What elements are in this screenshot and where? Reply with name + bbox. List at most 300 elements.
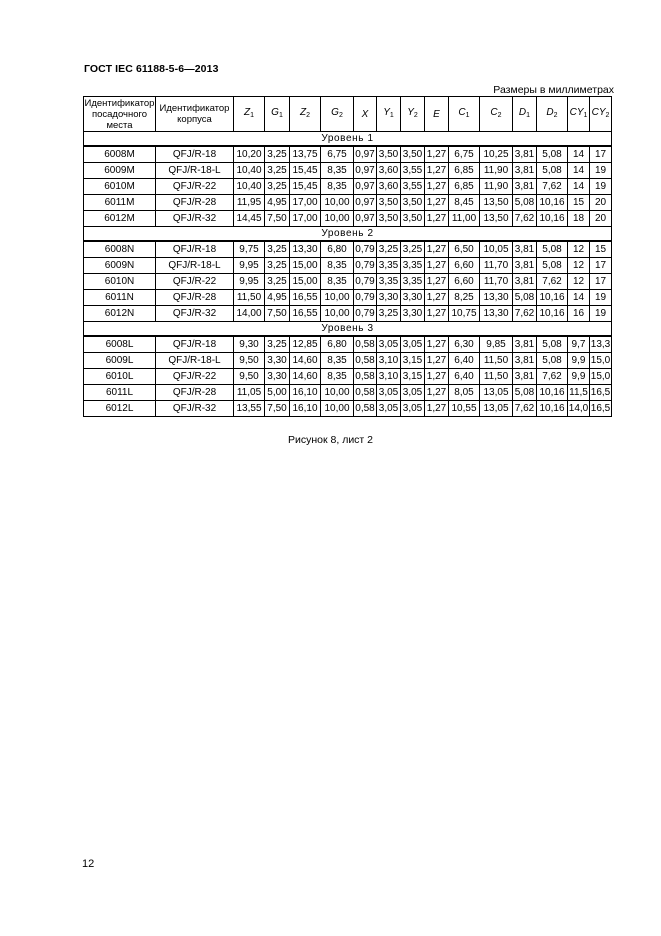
table-cell: 6,60 xyxy=(449,258,480,274)
table-cell: 8,35 xyxy=(321,353,354,369)
table-cell: 1,27 xyxy=(425,211,449,227)
table-cell: QFJ/R-18 xyxy=(156,146,234,163)
table-cell: 10,00 xyxy=(321,385,354,401)
table-cell: 20 xyxy=(590,195,612,211)
table-body xyxy=(84,132,612,417)
table-cell: 5,08 xyxy=(537,146,568,163)
table-cell: 5,08 xyxy=(513,385,537,401)
table-cell: 3,81 xyxy=(513,274,537,290)
table-cell: 17 xyxy=(590,146,612,163)
table-cell: 8,35 xyxy=(321,258,354,274)
table-cell: 1,27 xyxy=(425,290,449,306)
column-header xyxy=(449,97,480,132)
table-cell: 3,05 xyxy=(401,401,425,417)
table-cell: 10,40 xyxy=(234,163,265,179)
column-header-subscript: 2 xyxy=(306,112,310,119)
table-cell: 3,25 xyxy=(265,163,290,179)
table-cell: 5,08 xyxy=(513,290,537,306)
table-row xyxy=(84,306,612,322)
table-cell: 0,58 xyxy=(354,336,377,353)
table-cell: QFJ/R-32 xyxy=(156,306,234,322)
table-cell: 3,25 xyxy=(401,241,425,258)
table-cell: 6,30 xyxy=(449,336,480,353)
table-row xyxy=(84,336,612,353)
table-cell: QFJ/R-18 xyxy=(156,336,234,353)
table-cell: 3,15 xyxy=(401,353,425,369)
table-cell: 6012N xyxy=(84,306,156,322)
units-caption: Размеры в миллиметрах xyxy=(493,84,614,96)
table-cell: QFJ/R-28 xyxy=(156,195,234,211)
table-cell: 10,16 xyxy=(537,306,568,322)
table-cell: 0,58 xyxy=(354,353,377,369)
table-cell: 1,27 xyxy=(425,258,449,274)
table-cell: 10,16 xyxy=(537,195,568,211)
table-cell: 0,58 xyxy=(354,385,377,401)
table-cell: 6,75 xyxy=(449,146,480,163)
table-row xyxy=(84,258,612,274)
table-cell: 13,30 xyxy=(290,241,321,258)
table-cell: 3,25 xyxy=(377,241,401,258)
table-cell: 17,00 xyxy=(290,195,321,211)
column-header-symbol: Z xyxy=(243,107,251,118)
table-cell: 14,00 xyxy=(234,306,265,322)
table-cell: QFJ/R-18-L xyxy=(156,258,234,274)
table-cell: 11,95 xyxy=(234,195,265,211)
table-cell: 3,81 xyxy=(513,163,537,179)
table-cell: 11,05 xyxy=(234,385,265,401)
table-cell: 11,50 xyxy=(234,290,265,306)
table-cell: 15,0 xyxy=(590,369,612,385)
level-row xyxy=(84,132,612,147)
table-cell: 3,81 xyxy=(513,258,537,274)
table-cell: 16,10 xyxy=(290,385,321,401)
table-cell: 0,79 xyxy=(354,241,377,258)
level-row xyxy=(84,227,612,242)
column-header xyxy=(321,97,354,132)
level-label: Уровень 3 xyxy=(84,322,612,337)
table-cell: 6,75 xyxy=(321,146,354,163)
table-cell: 15,00 xyxy=(290,274,321,290)
column-header xyxy=(513,97,537,132)
table-cell: 14,60 xyxy=(290,369,321,385)
table-cell: 10,25 xyxy=(480,146,513,163)
table-row xyxy=(84,195,612,211)
table-cell: 11,50 xyxy=(480,353,513,369)
table-cell: 11,00 xyxy=(449,211,480,227)
table-row xyxy=(84,401,612,417)
table-cell: 7,62 xyxy=(537,369,568,385)
column-header-symbol: G xyxy=(331,107,339,118)
column-header-subscript: 1 xyxy=(526,112,531,119)
table-cell: 13,30 xyxy=(480,290,513,306)
table-cell: 10,00 xyxy=(321,211,354,227)
table-cell: 9,7 xyxy=(568,336,590,353)
table-cell: 14 xyxy=(568,179,590,195)
column-header-subscript: 1 xyxy=(250,112,254,119)
table-cell: 13,50 xyxy=(480,211,513,227)
table-cell: 15 xyxy=(568,195,590,211)
table-cell: 1,27 xyxy=(425,306,449,322)
table-cell: 14 xyxy=(568,163,590,179)
table-cell: QFJ/R-32 xyxy=(156,211,234,227)
table-cell: 3,30 xyxy=(377,290,401,306)
table-cell: 3,81 xyxy=(513,146,537,163)
table-cell: 10,00 xyxy=(321,306,354,322)
table-cell: 16,5 xyxy=(590,401,612,417)
table-cell: 9,50 xyxy=(234,369,265,385)
table-cell: 7,50 xyxy=(265,306,290,322)
column-header-symbol: Z xyxy=(299,107,307,118)
table-cell: 10,00 xyxy=(321,401,354,417)
table-cell: QFJ/R-28 xyxy=(156,385,234,401)
table-cell: 11,90 xyxy=(480,179,513,195)
column-header-subscript: 2 xyxy=(497,112,502,119)
table-cell: 1,27 xyxy=(425,179,449,195)
table-cell: 9,50 xyxy=(234,353,265,369)
column-header-symbol: CY xyxy=(569,107,584,118)
table-cell: 0,97 xyxy=(354,211,377,227)
column-header-subscript: 2 xyxy=(605,112,610,119)
table-cell: 10,00 xyxy=(321,290,354,306)
table-cell: 3,10 xyxy=(377,353,401,369)
page-number: 12 xyxy=(82,858,95,870)
table-cell: 7,62 xyxy=(537,179,568,195)
table-cell: QFJ/R-28 xyxy=(156,290,234,306)
table-cell: 3,50 xyxy=(401,195,425,211)
table-cell: 6,40 xyxy=(449,369,480,385)
table-cell: 6011N xyxy=(84,290,156,306)
table-cell: 13,75 xyxy=(290,146,321,163)
table-cell: 7,62 xyxy=(513,306,537,322)
table-cell: 3,25 xyxy=(265,336,290,353)
column-header-subscript: 2 xyxy=(553,112,558,119)
table-cell: 13,05 xyxy=(480,385,513,401)
table-cell: 3,25 xyxy=(377,306,401,322)
table-cell: 5,08 xyxy=(537,163,568,179)
table-cell: 10,16 xyxy=(537,385,568,401)
table-cell: 12 xyxy=(568,258,590,274)
table-cell: 13,3 xyxy=(590,336,612,353)
table-cell: 6,80 xyxy=(321,241,354,258)
column-header-subscript: 1 xyxy=(583,112,588,119)
table-cell: 16 xyxy=(568,306,590,322)
column-header-subscript: 2 xyxy=(338,112,343,119)
table-cell: 15,45 xyxy=(290,179,321,195)
table-cell: 1,27 xyxy=(425,369,449,385)
table-cell: 3,05 xyxy=(377,401,401,417)
column-header xyxy=(425,97,449,132)
table-cell: 19 xyxy=(590,306,612,322)
table-cell: 3,81 xyxy=(513,353,537,369)
table-cell: 11,70 xyxy=(480,258,513,274)
column-header xyxy=(377,97,401,132)
table-cell: 6008M xyxy=(84,146,156,163)
table-cell: QFJ/R-32 xyxy=(156,401,234,417)
column-header xyxy=(156,97,234,132)
column-header-subscript: 2 xyxy=(413,112,418,119)
column-header xyxy=(290,97,321,132)
table-cell: 16,55 xyxy=(290,306,321,322)
table-cell: 3,25 xyxy=(265,241,290,258)
table-cell: 0,58 xyxy=(354,401,377,417)
table-cell: 5,08 xyxy=(537,241,568,258)
column-header-symbol: CY xyxy=(591,107,606,118)
table-cell: 6,50 xyxy=(449,241,480,258)
level-label: Уровень 1 xyxy=(84,132,612,147)
table-row xyxy=(84,385,612,401)
table-cell: 10,05 xyxy=(480,241,513,258)
table-cell: 17,00 xyxy=(290,211,321,227)
table-cell: 3,55 xyxy=(401,179,425,195)
table-cell: 14,45 xyxy=(234,211,265,227)
table-cell: 9,95 xyxy=(234,274,265,290)
table-cell: QFJ/R-18 xyxy=(156,241,234,258)
table-cell: 3,05 xyxy=(377,385,401,401)
table-cell: 5,08 xyxy=(537,336,568,353)
table-cell: 0,79 xyxy=(354,306,377,322)
table-cell: 8,35 xyxy=(321,179,354,195)
table-cell: 14 xyxy=(568,290,590,306)
table-cell: 13,05 xyxy=(480,401,513,417)
table-cell: 5,00 xyxy=(265,385,290,401)
column-header-symbol: Идентификатор корпуса xyxy=(159,103,230,125)
table-cell: 19 xyxy=(590,179,612,195)
table-cell: 3,25 xyxy=(265,146,290,163)
table-header-row xyxy=(84,97,612,132)
table-cell: 6012L xyxy=(84,401,156,417)
table-cell: 3,30 xyxy=(401,290,425,306)
table-cell: 3,81 xyxy=(513,241,537,258)
column-header xyxy=(590,97,612,132)
column-header-symbol: C xyxy=(458,107,466,118)
column-header-subscript: 1 xyxy=(465,112,470,119)
table-cell: 3,35 xyxy=(401,274,425,290)
table-cell: 10,40 xyxy=(234,179,265,195)
table-cell: 9,9 xyxy=(568,369,590,385)
table-cell: 6010N xyxy=(84,274,156,290)
table-cell: 18 xyxy=(568,211,590,227)
table-cell: 3,10 xyxy=(377,369,401,385)
table-cell: 1,27 xyxy=(425,195,449,211)
table-cell: 11,5 xyxy=(568,385,590,401)
table-cell: 19 xyxy=(590,290,612,306)
table-cell: 11,70 xyxy=(480,274,513,290)
table-cell: 0,79 xyxy=(354,274,377,290)
table-cell: 0,97 xyxy=(354,163,377,179)
table-cell: 3,60 xyxy=(377,179,401,195)
table-cell: 4,95 xyxy=(265,195,290,211)
table-cell: 11,90 xyxy=(480,163,513,179)
table-row xyxy=(84,146,612,163)
table-cell: 6010L xyxy=(84,369,156,385)
table-cell: 3,35 xyxy=(401,258,425,274)
table-cell: 5,08 xyxy=(537,258,568,274)
table-row xyxy=(84,179,612,195)
table-cell: 3,60 xyxy=(377,163,401,179)
table-cell: 0,97 xyxy=(354,195,377,211)
column-header xyxy=(401,97,425,132)
column-header-subscript: 1 xyxy=(389,112,394,119)
table-cell: 3,81 xyxy=(513,179,537,195)
table-cell: 4,95 xyxy=(265,290,290,306)
table-row xyxy=(84,163,612,179)
table-cell: 16,5 xyxy=(590,385,612,401)
table-row xyxy=(84,353,612,369)
table-cell: 15 xyxy=(590,241,612,258)
table-cell: 3,25 xyxy=(265,179,290,195)
table-cell: 6011L xyxy=(84,385,156,401)
table-cell: 3,30 xyxy=(265,369,290,385)
table-cell: 1,27 xyxy=(425,401,449,417)
column-header-symbol: X xyxy=(361,108,369,120)
table-cell: 12 xyxy=(568,241,590,258)
table-cell: 6,85 xyxy=(449,163,480,179)
table-cell: 9,85 xyxy=(480,336,513,353)
table-cell: 19 xyxy=(590,163,612,179)
table-cell: 15,0 xyxy=(590,353,612,369)
table-cell: 1,27 xyxy=(425,274,449,290)
table-cell: 7,62 xyxy=(537,274,568,290)
table-cell: 8,25 xyxy=(449,290,480,306)
table-cell: 10,55 xyxy=(449,401,480,417)
column-header xyxy=(354,97,377,132)
table-cell: 12 xyxy=(568,274,590,290)
table-cell: 15,00 xyxy=(290,258,321,274)
column-header xyxy=(537,97,568,132)
table-cell: 8,05 xyxy=(449,385,480,401)
table-cell: 6009N xyxy=(84,258,156,274)
table-cell: 17 xyxy=(590,258,612,274)
table-cell: 1,27 xyxy=(425,241,449,258)
table-cell: QFJ/R-18-L xyxy=(156,353,234,369)
table-cell: 13,30 xyxy=(480,306,513,322)
column-header xyxy=(234,97,265,132)
table-cell: 3,50 xyxy=(377,211,401,227)
figure-caption: Рисунок 8, лист 2 xyxy=(288,434,373,446)
table-cell: 5,08 xyxy=(513,195,537,211)
level-row xyxy=(84,322,612,337)
document-header: ГОСТ IEC 61188-5-6—2013 xyxy=(84,63,219,75)
table-cell: 8,35 xyxy=(321,274,354,290)
table-cell: 10,16 xyxy=(537,290,568,306)
table-cell: 13,50 xyxy=(480,195,513,211)
table-cell: 14 xyxy=(568,146,590,163)
table-cell: 13,55 xyxy=(234,401,265,417)
table-cell: 7,62 xyxy=(513,211,537,227)
table-cell: 10,16 xyxy=(537,401,568,417)
table-cell: 3,35 xyxy=(377,274,401,290)
table-cell: 10,00 xyxy=(321,195,354,211)
table-cell: 9,30 xyxy=(234,336,265,353)
land-pattern-dimensions-table xyxy=(83,96,612,417)
table-cell: 3,50 xyxy=(377,195,401,211)
column-header-symbol: Y xyxy=(407,107,414,118)
column-header-symbol: Y xyxy=(383,107,390,118)
table-cell: 3,05 xyxy=(401,336,425,353)
table-cell: 3,35 xyxy=(377,258,401,274)
table-cell: 3,30 xyxy=(265,353,290,369)
table-cell: QFJ/R-18-L xyxy=(156,163,234,179)
table-row xyxy=(84,290,612,306)
table-cell: 6009L xyxy=(84,353,156,369)
table-cell: 3,50 xyxy=(401,146,425,163)
table-row xyxy=(84,211,612,227)
column-header-symbol: C xyxy=(490,107,498,118)
table-cell: 3,05 xyxy=(401,385,425,401)
table-cell: 10,20 xyxy=(234,146,265,163)
table-row xyxy=(84,369,612,385)
table-cell: 7,62 xyxy=(513,401,537,417)
table-cell: 0,97 xyxy=(354,146,377,163)
column-header xyxy=(265,97,290,132)
table-cell: 3,15 xyxy=(401,369,425,385)
table-cell: 1,27 xyxy=(425,353,449,369)
table-cell: 11,50 xyxy=(480,369,513,385)
table-cell: 6,80 xyxy=(321,336,354,353)
column-header-symbol: D xyxy=(546,107,554,118)
table-cell: 6012M xyxy=(84,211,156,227)
table-cell: 16,10 xyxy=(290,401,321,417)
table-cell: 7,50 xyxy=(265,401,290,417)
table-cell: 9,95 xyxy=(234,258,265,274)
table-cell: 3,50 xyxy=(401,211,425,227)
column-header-subscript: 1 xyxy=(278,112,283,119)
table-cell: 5,08 xyxy=(537,353,568,369)
table-cell: QFJ/R-22 xyxy=(156,274,234,290)
table-cell: 8,35 xyxy=(321,163,354,179)
column-header xyxy=(84,97,156,132)
table-cell: 10,75 xyxy=(449,306,480,322)
table-cell: 1,27 xyxy=(425,385,449,401)
table-cell: QFJ/R-22 xyxy=(156,369,234,385)
column-header-symbol: D xyxy=(518,107,527,118)
table-row xyxy=(84,274,612,290)
column-header-symbol: Идентификатор посадочного места xyxy=(84,97,155,131)
table-row xyxy=(84,241,612,258)
column-header-symbol: E xyxy=(433,108,440,120)
table-cell: 0,58 xyxy=(354,369,377,385)
table-cell: 3,30 xyxy=(401,306,425,322)
table-cell: 8,35 xyxy=(321,369,354,385)
table-cell: 17 xyxy=(590,274,612,290)
table-cell: 3,81 xyxy=(513,336,537,353)
table-cell: 20 xyxy=(590,211,612,227)
table-cell: 6008N xyxy=(84,241,156,258)
table-cell: 12,85 xyxy=(290,336,321,353)
table-cell: 1,27 xyxy=(425,163,449,179)
table-cell: 6010M xyxy=(84,179,156,195)
table-cell: 14,0 xyxy=(568,401,590,417)
table-cell: 6,85 xyxy=(449,179,480,195)
table-cell: 16,55 xyxy=(290,290,321,306)
table-cell: QFJ/R-22 xyxy=(156,179,234,195)
table-cell: 7,50 xyxy=(265,211,290,227)
level-label: Уровень 2 xyxy=(84,227,612,242)
table-cell: 0,79 xyxy=(354,258,377,274)
table-cell: 9,75 xyxy=(234,241,265,258)
table-cell: 3,55 xyxy=(401,163,425,179)
table-cell: 3,81 xyxy=(513,369,537,385)
column-header xyxy=(568,97,590,132)
table-cell: 6011M xyxy=(84,195,156,211)
table-cell: 3,25 xyxy=(265,258,290,274)
table-cell: 0,97 xyxy=(354,179,377,195)
table-cell: 9,9 xyxy=(568,353,590,369)
column-header xyxy=(480,97,513,132)
table-cell: 6008L xyxy=(84,336,156,353)
table-cell: 15,45 xyxy=(290,163,321,179)
table-cell: 6,60 xyxy=(449,274,480,290)
